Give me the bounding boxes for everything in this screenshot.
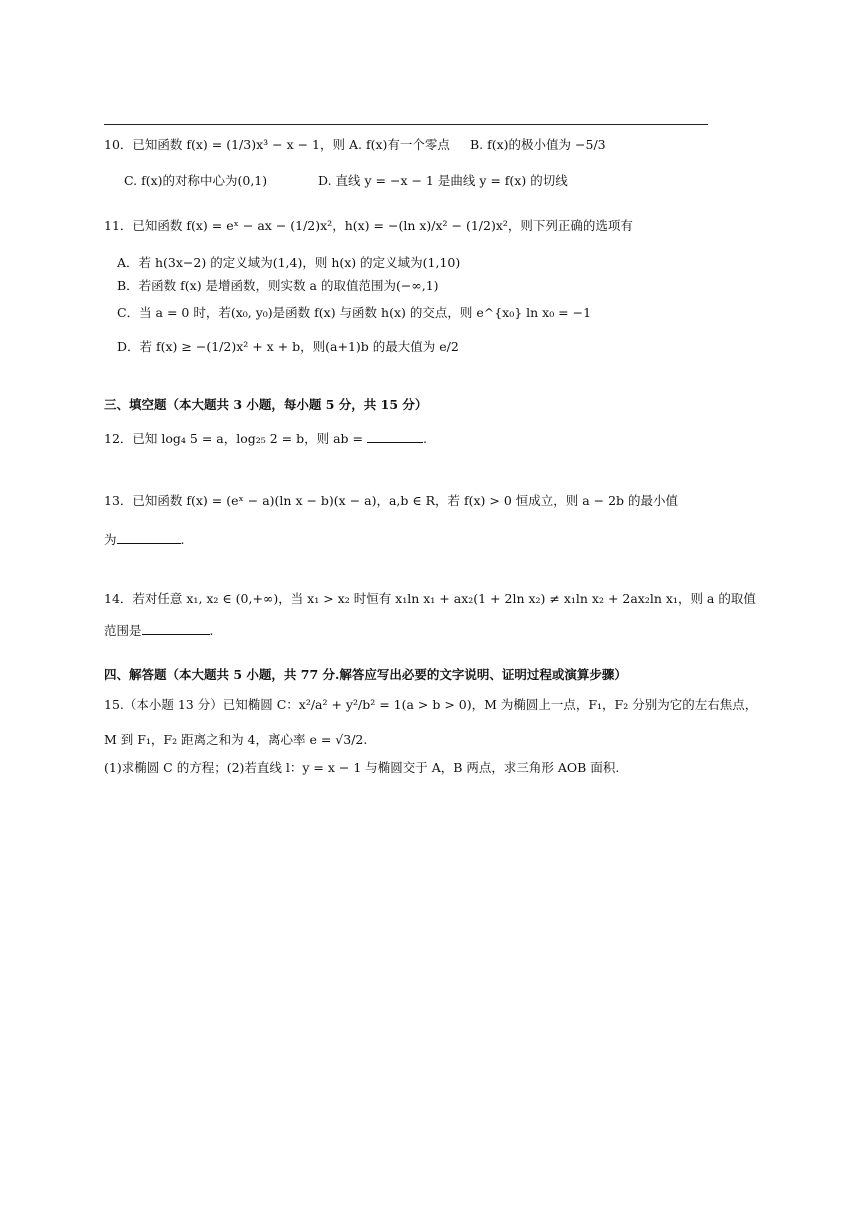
q12-answer-blank[interactable] — [367, 430, 423, 443]
q13-line2-text: 为 — [104, 532, 117, 547]
q10-stem: 10．已知函数 f(x) = (1/3)x³ − x − 1，则 A. f(x)有一个零点 — [104, 137, 450, 152]
q13-answer-blank[interactable] — [117, 531, 181, 544]
q14-line2-text: 范围是 — [104, 623, 142, 638]
q10-option-b: B. f(x)的极小值为 −5/3 — [470, 137, 606, 152]
q13-line2 — [104, 531, 185, 549]
q12-stem: 12．已知 log₄ 5 = a，log₂₅ 2 = b，则 ab = — [104, 431, 363, 446]
q11-option-c: C．当 a = 0 时，若(x₀, y₀)是函数 f(x) 与函数 h(x) 的交点，则 e^{x₀} ln x₀ = −1 — [117, 305, 592, 320]
q12-line — [104, 430, 427, 448]
q10-option-d: D. 直线 y = −x − 1 是曲线 y = f(x) 的切线 — [318, 173, 568, 188]
q13-stem: 13．已知函数 f(x) = (eˣ − a)(ln x − b)(x − a)，a,b ∈ R，若 f(x) > 0 恒成立，则 a − 2b 的最小值 — [104, 493, 679, 508]
section-4-heading: 四、解答题（本大题共 5 小题，共 77 分.解答应写出必要的文字说明、证明过程或演算步骤） — [104, 667, 627, 682]
q14-end: . — [209, 623, 214, 638]
q15-line1: 15.（本小题 13 分）已知椭圆 C：x²/a² + y²/b² = 1(a > b > 0)，M 为椭圆上一点，F₁，F₂ 分别为它的左右焦点， — [104, 697, 758, 712]
header-rule — [104, 124, 708, 125]
q13-end: . — [180, 532, 185, 547]
q11-stem: 11．已知函数 f(x) = eˣ − ax − (1/2)x²，h(x) = −(ln x)/x² − (1/2)x²，则下列正确的选项有 — [104, 218, 633, 233]
q14-answer-blank[interactable] — [142, 622, 210, 635]
q14-line2 — [104, 622, 214, 640]
q10-option-c: C. f(x)的对称中心为(0,1) — [124, 173, 268, 188]
q11-option-d: D．若 f(x) ≥ −(1/2)x² + x + b，则(a+1)b 的最大值为 e/2 — [117, 339, 459, 354]
q11-option-a: A．若 h(3x−2) 的定义域为(1,4)，则 h(x) 的定义域为(1,10) — [117, 255, 461, 270]
q15-line3: (1)求椭圆 C 的方程；(2)若直线 l：y = x − 1 与椭圆交于 A，B 两点，求三角形 AOB 面积. — [104, 760, 620, 775]
q12-end: . — [422, 431, 427, 446]
q15-line2: M 到 F₁，F₂ 距离之和为 4，离心率 e = √3/2. — [104, 732, 368, 747]
q11-option-b: B．若函数 f(x) 是增函数，则实数 a 的取值范围为(−∞,1) — [117, 278, 439, 293]
section-3-heading: 三、填空题（本大题共 3 小题，每小题 5 分，共 15 分） — [104, 397, 428, 412]
q14-stem: 14．若对任意 x₁, x₂ ∈ (0,+∞)，当 x₁ > x₂ 时恒有 x₁ln x₁ + ax₂(1 + 2ln x₂) ≠ x₁ln x₂ + 2ax₂ln x₁，则 a 的取值 — [104, 591, 756, 606]
